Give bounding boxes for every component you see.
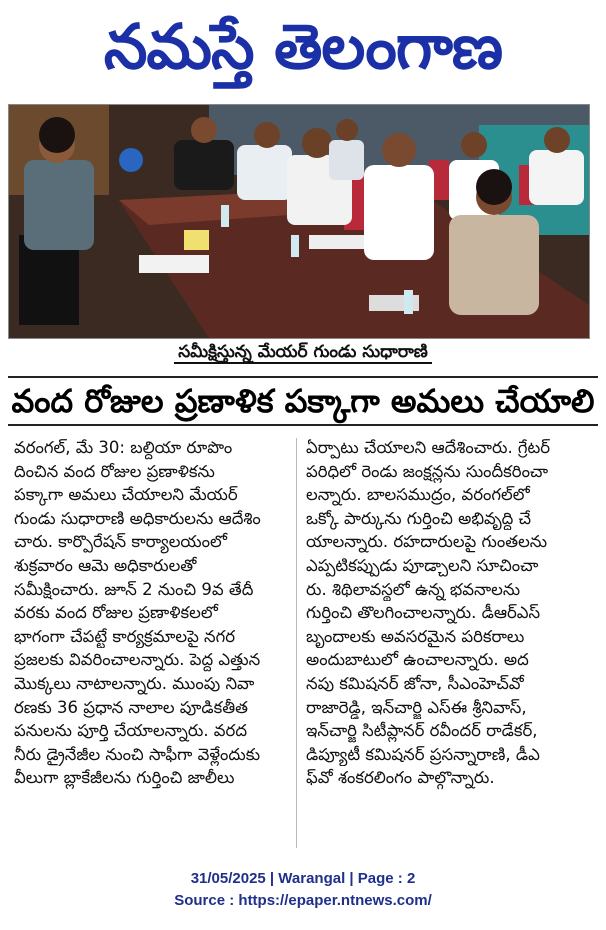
article-line: నపు కమిషనర్ జోనా, సీఎంహెచ్‌వో bbox=[306, 673, 524, 693]
article-line: ఫ్‌వో శంకరలింగం పాల్గొన్నారు. bbox=[306, 768, 495, 788]
article-line: చారు. కార్పొరేషన్ కార్యాలయంలో bbox=[14, 532, 227, 552]
article-line: పరిధిలో రెండు జంక్షన్లను సుందీకరించా bbox=[306, 461, 549, 481]
article-line: లన్నారు. బాలసముద్రం, వరంగల్‌లో bbox=[306, 485, 530, 505]
article-line: నీరు డ్రైనేజీల నుంచి సాఫీగా వెళ్లేందుకు bbox=[14, 744, 261, 764]
column-divider bbox=[296, 438, 297, 848]
article-line: గుండు సుధారాణి అధికారులను ఆదేశిం bbox=[14, 508, 261, 528]
meeting-photo bbox=[8, 104, 590, 339]
article-line: వరంగల్, మే 30: బల్దియా రూపొం bbox=[14, 438, 233, 457]
article-line: భాగంగా చేపట్టే కార్యక్రమాలపై నగర bbox=[14, 626, 236, 646]
article-line: దించిన వంద రోజుల ప్రణాళికను bbox=[14, 461, 215, 481]
article-line: పనులను పూర్తి చేయాలన్నారు. వరద bbox=[14, 721, 247, 741]
article-line: పక్కాగా అమలు చేయాలని మేయర్ bbox=[14, 485, 238, 505]
article-line: బృందాలకు అవసరమైన పరికరాలు bbox=[306, 626, 525, 646]
article-line: వీలుగా బ్లాకేజీలను గుర్తించి జాలీలు bbox=[14, 768, 235, 788]
article-line: ప్రజలకు వివరించాలన్నారు. పెద్ద ఎత్తున bbox=[14, 650, 261, 670]
photo-caption bbox=[0, 342, 606, 366]
article-line: రణకు 36 ప్రధాన నాలాల పూడికతీత bbox=[14, 697, 248, 717]
article-column-right bbox=[306, 436, 588, 790]
article-column-left bbox=[14, 436, 296, 790]
article-line: శుక్రవారం ఆమె అధికారులతో bbox=[14, 555, 197, 575]
article-line: మొక్కలు నాటాలన్నారు. ముంపు నివా bbox=[14, 673, 255, 693]
article-line: ఏర్పాటు చేయాలని ఆదేశించారు. గ్రేటర్ bbox=[306, 438, 551, 457]
article-line: గుర్తించి తొలగించాలన్నారు. డీఆర్ఎస్ bbox=[306, 603, 541, 623]
article-line: అందుబాటులో ఉంచాలన్నారు. అద bbox=[306, 650, 529, 670]
photo-caption-text: సమీక్షిస్తున్న మేయర్ గుండు సుధారాణి bbox=[174, 342, 432, 364]
article-line: ఎప్పటికప్పుడు పూడ్చాలని సూచించా bbox=[306, 555, 539, 575]
article-line: యాలన్నారు. రహదారులపై గుంతలను bbox=[306, 532, 548, 552]
footer-dateline: 31/05/2025 | Warangal | Page : 2 bbox=[190, 870, 416, 887]
article-line: ఒక్కో పార్కును గుర్తించి అభివృద్ధి చే bbox=[306, 508, 532, 528]
article-line: రు. శిథిలావస్థలో ఉన్న భవనాలను bbox=[306, 579, 521, 599]
article-line: రాజారెడ్డి, ఇన్‌చార్జి ఎస్ఈ శ్రీనివాస్, bbox=[306, 697, 527, 717]
article-line: ఇన్‌చార్జి సిటీప్లానర్ రవీందర్ రాడేకర్, bbox=[306, 721, 538, 741]
footer-source: Source : https://epaper.ntnews.com/ bbox=[174, 892, 432, 909]
footer bbox=[0, 868, 606, 912]
article-line: డిప్యూటీ కమిషనర్ ప్రసన్నారాణి, డీఎ bbox=[306, 744, 540, 764]
masthead-title: నమస్తే తెలంగాణ bbox=[103, 10, 503, 83]
article-line: సమీక్షించారు. జూన్ 2 నుంచి 9వ తేదీ bbox=[14, 579, 254, 599]
article-line: వరకు వంద రోజుల ప్రణాళికలలో bbox=[14, 603, 218, 623]
article-headline: వంద రోజుల ప్రణాళిక పక్కాగా అమలు చేయాలి bbox=[8, 376, 598, 426]
